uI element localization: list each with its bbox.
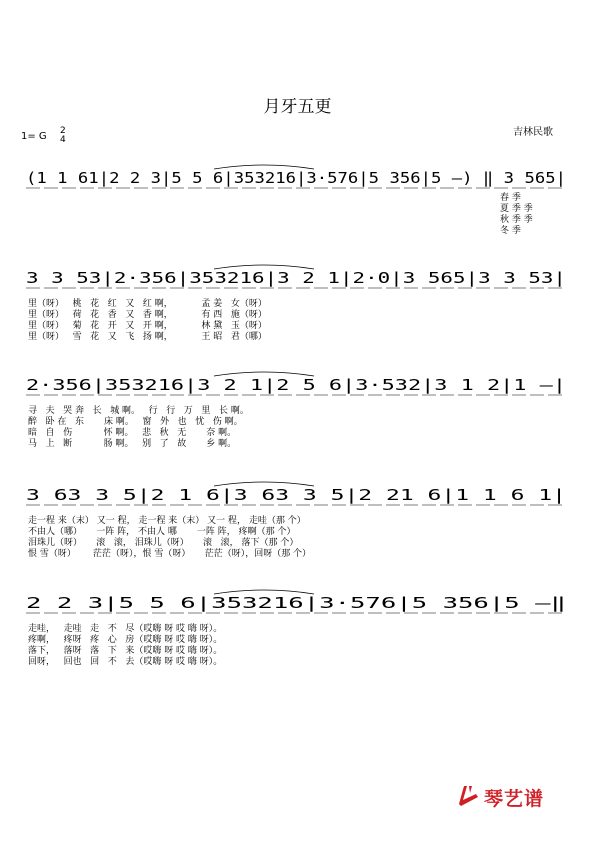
time-signature [60,127,66,145]
lyrics-verse-3: 暗 自 伤 怀 啊。 悲 秋 无 奈 啊。 [28,428,237,438]
notes-text: 3 63 3 5|2 1 6|3 63 3 5|2 21 6|1 1 6 1| [26,486,566,504]
lyrics-verse-1: 里（呀） 桃 花 红 又 红 啊， 孟 姜 女（呀） [28,299,267,309]
lyrics-verse-2: 疼啊， 疼呀 疼 心 房（哎嗨 呀 哎 嗨 呀）。 [28,635,223,645]
notation-row [24,263,572,303]
system-5 [24,588,572,728]
notes-text: (1 1 61|2 2 3|5 5 6|353216|3·576|5 356|5 —) ‖ 3 565| [26,169,566,187]
lyrics-verse-3: 泪珠儿（呀） 滚 滚， 泪珠儿（呀） 滚 滚， 落下（那 个） [28,538,299,548]
lyrics-verse-4: 里（呀） 雪 花 又 飞 扬 啊， 王 昭 君（哪） [28,332,267,342]
logo-text: 琴艺谱 [484,788,545,810]
notes-text: 3 3 53|2·356|353216|3 2 1|2·0|3 565|3 3 53| [26,269,566,287]
notation-row [24,588,572,628]
logo-mark-icon [456,782,482,808]
notation-row [24,370,572,410]
lyrics-verse-2: 夏 季 季 [500,204,533,214]
song-title: 月牙五更 [263,97,332,117]
lyrics-verse-3: 秋 季 季 [500,215,533,225]
lyrics-verse-4: 冬 季 [500,226,521,236]
lyrics-verse-4: 回呀， 回也 回 不 去（哎嗨 呀 哎 嗨 呀）。 [28,657,223,667]
site-logo [456,782,576,810]
notation-row [24,163,572,203]
composer-credit: 吉林民歌 [513,127,553,138]
lyrics-verse-3: 里（呀） 菊 花 开 又 开 啊， 林 黛 玉（呀） [28,321,267,331]
notes-text: 2·356|353216|3 2 1|2 5 6|3·532|3 1 2|1 —| [26,376,566,394]
lyrics-verse-2: 里（呀） 荷 花 香 又 香 啊， 有 西 施（呀） [28,310,267,320]
lyrics-verse-2: 不由人（哪） 一阵 阵， 不由人 哪 一阵 阵， 疼啊（那 个） [28,527,296,537]
lyrics-verse-4: 恨 雪（呀） 茫茫（呀），恨 雪（呀） 茫茫（呀），回呀（那 个） [28,549,312,559]
lyrics-verse-1: 走哇， 走哇 走 不 尽（哎嗨 呀 哎 嗨 呀）。 [28,624,223,634]
time-numerator: 2 [60,126,66,136]
notation-row [24,480,572,520]
time-denominator: 4 [60,135,66,145]
notes-text: 2 2 3|5 5 6|353216|3·576|5 356|5 —‖ [26,594,566,612]
lyrics-verse-1: 寻 夫 哭 奔 长 城 啊。 行 行 万 里 长 啊。 [28,406,249,416]
key-signature: 1= G [21,131,47,142]
lyrics-verse-2: 醉 卧 在 东 床 啊。 窗 外 也 忧 伤 啊。 [28,417,243,427]
lyrics-verse-1: 走一程 来（末） 又一 程， 走一程 来（末） 又一 程， 走哇（那 个） [28,516,306,526]
lyrics-verse-1: 春 季 [500,193,521,203]
lyrics-verse-3: 落下， 落呀 落 下 来（哎嗨 呀 哎 嗨 呀）。 [28,646,223,656]
lyrics-verse-4: 马 上 断 肠 啊。 别 了 故 乡 啊。 [28,439,237,449]
